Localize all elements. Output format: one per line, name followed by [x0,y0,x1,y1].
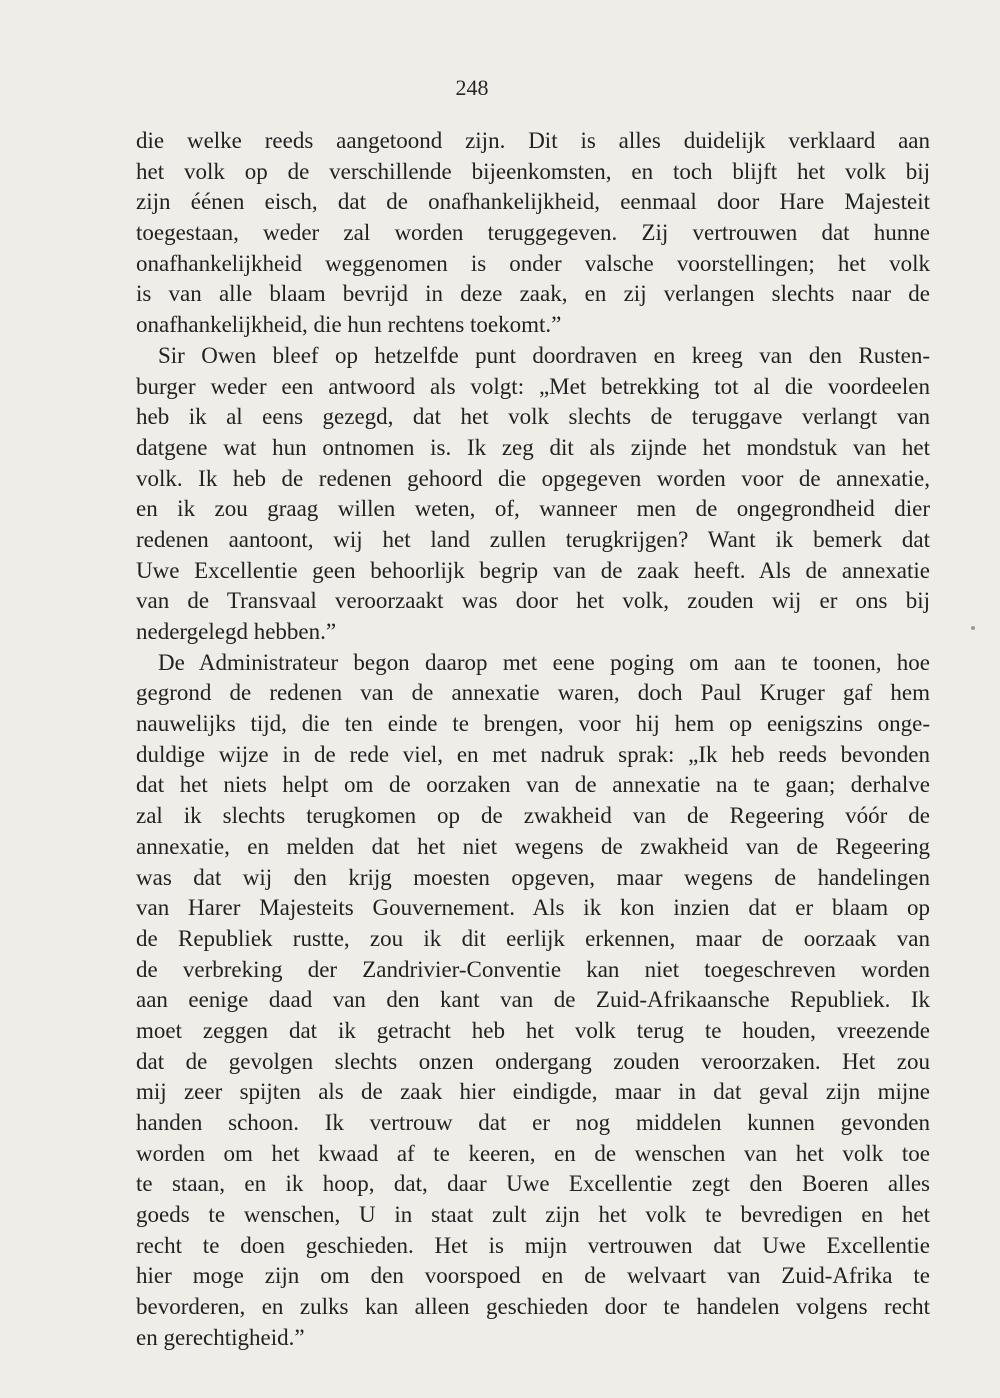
text-line: moet zeggen dat ik getracht heb het volk terug te houden, vreezende [136,1017,930,1043]
text-line: te staan, en ik hoop, dat, daar Uwe Excellentie zegt den Boeren alles [136,1171,930,1197]
text-line: nauwelijks tijd, die ten einde te brengen, voor hij hem op eenigszins onge- [136,711,930,737]
text-line: zijn éénen eisch, dat de onafhankelijkheid, eenmaal door Hare Majesteit [136,189,930,215]
text-line: van de Transvaal veroorzaakt was door het volk, zouden wij er ons bij [136,588,930,614]
text-line: nedergelegd hebben.” [136,619,337,644]
text-line: duldige wijze in de rede viel, en met nadruk sprak: „Ik heb reeds bevonden [136,741,930,767]
text-line: worden om het kwaad af te keeren, en de wenschen van het volk toe [136,1140,930,1166]
text-line: dat het niets helpt om de oorzaken van de annexatie na te gaan; derhalve [136,772,930,798]
text-line: toegestaan, weder zal worden teruggegeven. Zij vertrouwen dat hunne [136,220,930,246]
text-line: die welke reeds aangetoond zijn. Dit is alles duidelijk verklaard aan [136,128,930,153]
text-line: van Harer Majesteits Gouvernement. Als ik kon inzien dat er blaam op [136,895,930,921]
page-number: 248 [455,75,489,100]
text-line: volk. Ik heb de redenen gehoord die opgegeven worden voor de annexatie, [136,465,930,491]
text-line: aan eenige daad van den kant van de Zuid-Afrikaansche Republiek. Ik [136,987,930,1013]
text-line: gegrond de redenen van de annexatie waren, doch Paul Kruger gaf hem [136,680,930,706]
text-line: mij zeer spijten als de zaak hier eindigde, maar in dat geval zijn mijne [136,1079,930,1105]
text-line: dat de gevolgen slechts onzen ondergang zouden veroorzaken. Het zou [136,1048,930,1074]
text-line: redenen aantoont, wij het land zullen terugkrijgen? Want ik bemerk dat [136,526,930,552]
text-line: annexatie, en melden dat het niet wegens de zwakheid van de Regeering [136,833,930,859]
text-line: zal ik slechts terugkomen op de zwakheid van de Regeering vóór de [136,803,930,829]
text-line: goeds te wenschen, U in staat zult zijn het volk te bevredigen en het [136,1202,930,1228]
text-line: en ik zou graag willen weten, of, wanneer men de ongegrondheid dier [136,496,930,522]
text-line: Uwe Excellentie geen behoorlijk begrip van de zaak heeft. Als de annexatie [136,557,930,583]
text-line: onafhankelijkheid weggenomen is onder valsche voorstellingen; het volk [136,250,930,276]
body-text [136,126,930,1354]
text-line: de Republiek rustte, zou ik dit eerlijk erkennen, maar de oorzaak van [136,925,930,951]
text-line: en gerechtigheid.” [136,1324,305,1350]
text-line: handen schoon. Ik vertrouw dat er nog middelen kunnen gevonden [136,1110,930,1135]
text-line: het volk op de verschillende bijeenkomsten, en toch blijft het volk bij [136,158,930,184]
text-line: de verbreking der Zandrivier-Conventie kan niet toegeschreven worden [136,956,930,982]
text-line: hier moge zijn om den voorspoed en de welvaart van Zuid-Afrika te [136,1263,930,1289]
text-line: burger weder een antwoord als volgt: „Met betrekking tot al die voordeelen [136,373,930,399]
text-line: datgene wat hun ontnomen is. Ik zeg dit als zijnde het mondstuk van het [136,434,930,460]
text-line: recht te doen geschieden. Het is mijn vertrouwen dat Uwe Excellentie [136,1232,930,1258]
paper-speck [971,626,975,630]
text-line: Sir Owen bleef op hetzelfde punt doordraven en kreeg van den Rusten- [158,342,930,368]
text-line: onafhankelijkheid, die hun rechtens toekomt.” [136,312,562,338]
text-line: was dat wij den krijg moesten opgeven, maar wegens de handelingen [136,864,930,890]
text-line: is van alle blaam bevrijd in deze zaak, en zij verlangen slechts naar de [136,281,930,307]
text-line: bevorderen, en zulks kan alleen geschieden door te handelen volgens recht [136,1294,930,1320]
text-line: heb ik al eens gezegd, dat het volk slechts de teruggave verlangt van [136,404,930,430]
text-line: De Administrateur begon daarop met eene poging om aan te toonen, hoe [158,649,930,675]
